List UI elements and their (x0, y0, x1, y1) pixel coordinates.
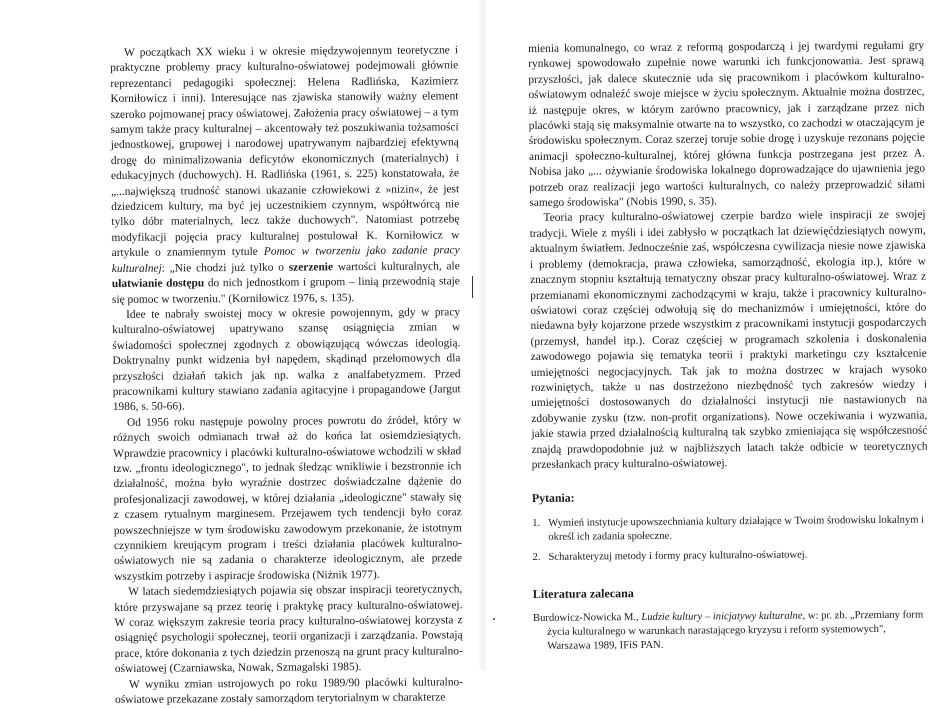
paragraph: W wyniku zmian ustrojowych po roku 1989/90 placówki kulturalno-oświatowe przekazane zostały samorządom terytorialnym w charakterze (115, 675, 464, 707)
question-text: Scharakteryzuj metody i formy pracy kulturalno-oświatowej. (548, 549, 808, 563)
literature-heading: Literatura zalecana (532, 585, 634, 601)
literature-author: Burdowicz-Nowicka M., (532, 612, 639, 625)
question-number: 1. (532, 517, 541, 529)
literature-title: Ludzie kultury – inicjatywy kulturalne, (641, 610, 806, 624)
questions-heading: Pytania: (531, 490, 575, 506)
paragraph: W latach siedemdziesiątych pojawia się obszar inspiracji teoretycznych, które przyswajane są przez teorię i praktykę pracy kulturalno-oświatowej. W coraz większym zakresie teoria pracy kulturalno-oświatowej korzysta z osiągnięć psychologii społecznej, teorii organizacji i zarządzania. Powstają prace, które dokonania z tych dziedzin przenoszą na grunt pracy kulturalno-oświatowej (Czarniawska, Nowak, Szmagalski 1985). (114, 583, 463, 676)
bold-phrase: szerzenie (288, 260, 334, 274)
bold-phrase: ułatwianie dostępu (111, 277, 205, 291)
question-item (532, 547, 928, 564)
scan-artifact-mark (472, 276, 473, 298)
question-text: Wymień instytucje upowszechniania kultury działające w Twoim środowisku lokalnym i określ ich zadania społeczne. (548, 514, 925, 543)
question-number: 2. (532, 551, 541, 563)
paragraph: mienia komunalnego, co wraz z reformą gospodarczą i jej twardymi regułami gry rynkowej spowodowało zupełnie nowe warunki ich funkcjonowania. Jest sprawą przyszłości, jak dalece skutecznie uda się pracownikom i placówkom kulturalno-oświatowym odnaleźć swoje miejsce w życiu społecznym. Aktualnie można dostrzec, iż następuje okres, w którym zarówno pracownicy, jak i zarządzane przez nich placówki stają się maksymalnie otwarte na to wszystko, co zachodzi w otaczającym je środowisku społecznym. Coraz szerzej toruje sobie drogę i uzyskuje rezonans pojęcie animacji społeczno-kulturalnej, której główna funkcja postrzegana jest przez A. Nobisa jako „... ożywianie środowiska lokalnego doprowadzające do ujawnienia jego potrzeb oraz realizacji jego wartości kulturalnych, co należy przeprowadzić siłami samego środowiska" (Nobis 1990, s. 35). (528, 39, 926, 210)
paragraph: W początkach XX wieku i w okresie międzywojennym teoretyczne i praktyczne problemy pracy kulturalno-oświatowej podejmowali głównie reprezentanci pedagogiki społecznej: Helena Radlińska, Kazimierz Korniłowicz i inni). Interesujące nas zjawiska stanowiły ważny element szeroko pojmowanej pracy oświatowej. Założenia pracy oświatowej – a tym samym także pracy kulturalnej – akcentowały też poszukiwania tożsamości jednostkowej, grupowej i narodowej upatrywanym najbardziej efektywną drogę do minimalizowania deficytów ekonomicznych (materialnych) i edukacyjnych (duchowych). H. Radlińska (1961, s. 225) konstatowała, że „...największą trudność stanowi ukazanie człowiekowi z »nizin«, że jest dziedzicem kultury, ma być jej uczestnikiem czynnym, współtwórcą nie tylko dóbr materialnych, lecz także duchowych". Natomiast potrzebę modyfikacji pojęcia pracy kulturalnej postulował K. Korniłowicz w artykule o znamiennym tytule Pomoc w tworzeniu jako zadanie pracy kulturalnej: „Nie chodzi już tylko o szerzenie wartości kulturalnych, ale ułatwianie dostępu do nich jednostkom i grupom – linią przewodnią staje się pomoc w tworzeniu." (Korniłowicz 1976, s. 135). (110, 44, 460, 306)
right-page (482, 0, 947, 670)
literature-details: w: pr. zb. „Przemiany form życia kulturalnego w warunkach narastającego kryzysu i reform systemowych", Warszawa 1989, IFiS PAN. (547, 609, 924, 653)
left-text-column (110, 43, 463, 708)
question-item (532, 513, 928, 544)
paragraph: Teoria pracy kulturalno-oświatowej czerpie bardzo wiele inspiracji ze swojej tradycji. Wiele z myśli i idei zabłysło w początkach lat dziewięćdziesiątych nowym, aktualnym światłem. Jednocześnie zaś, współczesna cywilizacja niesie nowe zjawiska i problemy (demokracja, prawa człowieka, samorządność, ekologia itp.), które w znacznym stopniu kształtują tematyczny obszar pracy kulturalno-oświatowej. Wraz z przemianami ekonomicznymi zachodzącymi w kraju, także i pracownicy kulturalno-oświatowi coraz częściej odwołują się do mechanizmów i umiejętności, które do niedawna były kojarzone przede wszystkim z pracownikami instytucji gospodarczych (przemysł, handel itp.). Coraz częściej w programach szkolenia i doskonalenia zawodowego pojawia się tematyka teorii i praktyki marketingu czy kształcenie umiejętności negocjacyjnych. Tak jak to można dostrzec w krajach wysoko rozwiniętych, także u nas dostrzeżono niezbędność tych zakresów wiedzy i umiejętności dostosowanych do działalności instytucji nie nastawionych na zdobywanie zysku (tzw. non-profit organizations). Nowe oczekiwania i wyzwania, jakie stawia przed działalnością kulturalną tak szybko zmieniająca się współczesność znajdą prawdopodobnie już w najbliższych latach także odbicie w teoretycznych przesłankach pracy kulturalno-oświatowej. (529, 209, 928, 471)
literature-entry (533, 609, 929, 654)
right-text-column (528, 39, 929, 655)
questions-list (532, 513, 928, 564)
paragraph: Od 1956 roku następuje powolny proces powrotu do źródeł, który w różnych swoich odmianach trwał aż do końca lat osiemdziesiątych. Wprawdzie pracownicy i placówki kulturalno-oświatowe wchodzili w skład tzw. „frontu ideologicznego", to jednak śledząc wnikliwie i bezstronnie ich działalność, można było wyraźnie dostrzec doświadczalne dążenie do profesjonalizacji zawodowej, w której działania „ideologiczne" stawały się z czasem rytualnym marginesem. Przejawem tych tendencji było coraz powszechniejsze w tym środowisku zawodowym przekonanie, że istotnym czynnikiem kreującym program i treści działania placówek kulturalno-oświatowych nie są zadania o charakterze ideologicznym, ale przede wszystkim potrzeby i aspiracje środowiska (Niżnik 1977). (113, 414, 463, 583)
italic-title: Pomoc w tworzeniu jako zadanie pracy kulturalnej (111, 244, 460, 275)
paragraph: Idee te nabrały swoistej mocy w okresie powojennym, gdy w pracy kulturalno-oświatowej upatrywano szansę osiągnięcia zmian w świadomości społecznej zgodnych z obowiązującą wówczas ideologią. Doktrynalny punkt widzenia był napędem, skądinąd przełomowych dla przyszłości działań takich jak np. walka z analfabetyzmem. Przed pracownikami kultury stawiano zadania agitacyjne i propagandowe (Jargut 1986, s. 50-66). (112, 306, 461, 414)
